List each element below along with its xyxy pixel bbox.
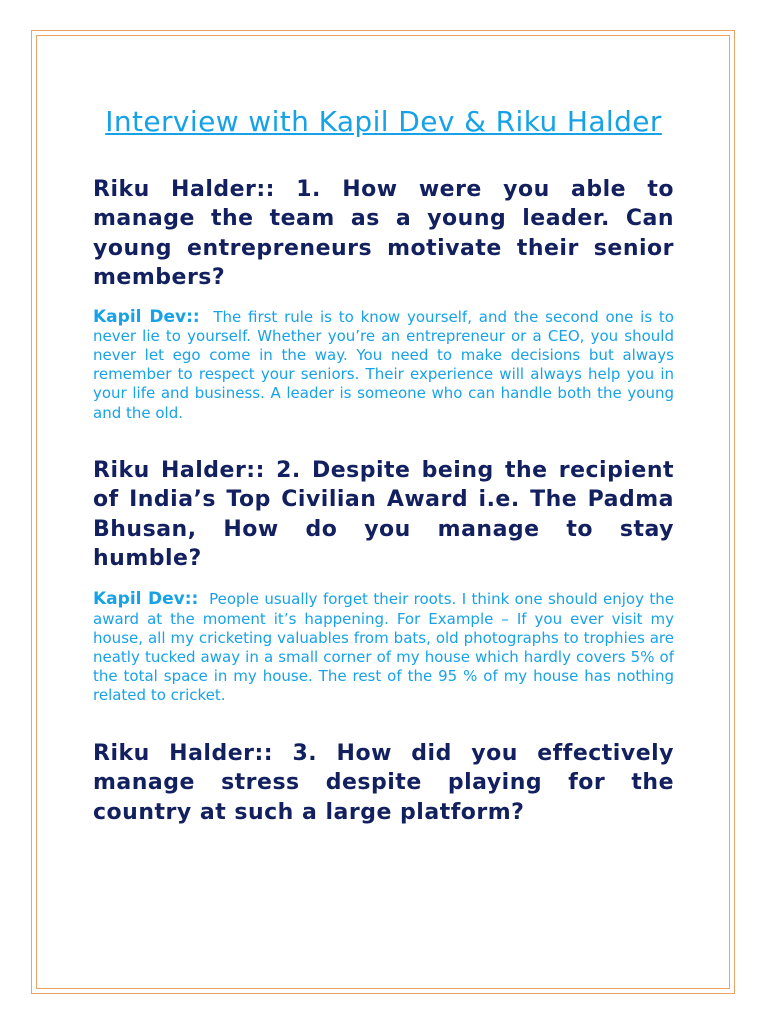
question-2: Riku Halder:: 2. Despite being the recipient of India’s Top Civilian Award i.e. The Padma Bhusan, How do you manage to stay humble? <box>93 457 674 572</box>
answer-1-speaker: Kapil Dev:: <box>93 306 200 327</box>
answer-2-text: People usually forget their roots. I think one should enjoy the award at the moment it’s happening. For Example – If you ever visit my house, all my cricketing valuables from bats, old photographs to trophies are neatly tucked away in a small corner of my house which hardly covers 5% of the total space in my house. The rest of the 95 % of my house has nothing related to cricket. <box>93 590 674 705</box>
answer-1 <box>93 308 674 423</box>
question-3: Riku Halder:: 3. How did you effectively manage stress despite playing for the country at such a large platform? <box>93 740 674 825</box>
answer-2 <box>93 590 674 705</box>
document-title: Interview with Kapil Dev & Riku Halder <box>105 105 662 138</box>
document-body <box>93 104 674 827</box>
answer-2-speaker: Kapil Dev:: <box>93 589 199 610</box>
answer-1-text: The first rule is to know yourself, and the second one is to never lie to yourself. Whether you’re an entrepreneur or a CEO, you should never let ego come in the way. You need to make decisions but always remember to respect your seniors. Their experience will always help you in your life and business. A leader is someone who can handle both the young and the old. <box>93 307 674 422</box>
question-1: Riku Halder:: 1. How were you able to manage the team as a young leader. Can young entrepreneurs motivate their senior members? <box>93 177 674 291</box>
